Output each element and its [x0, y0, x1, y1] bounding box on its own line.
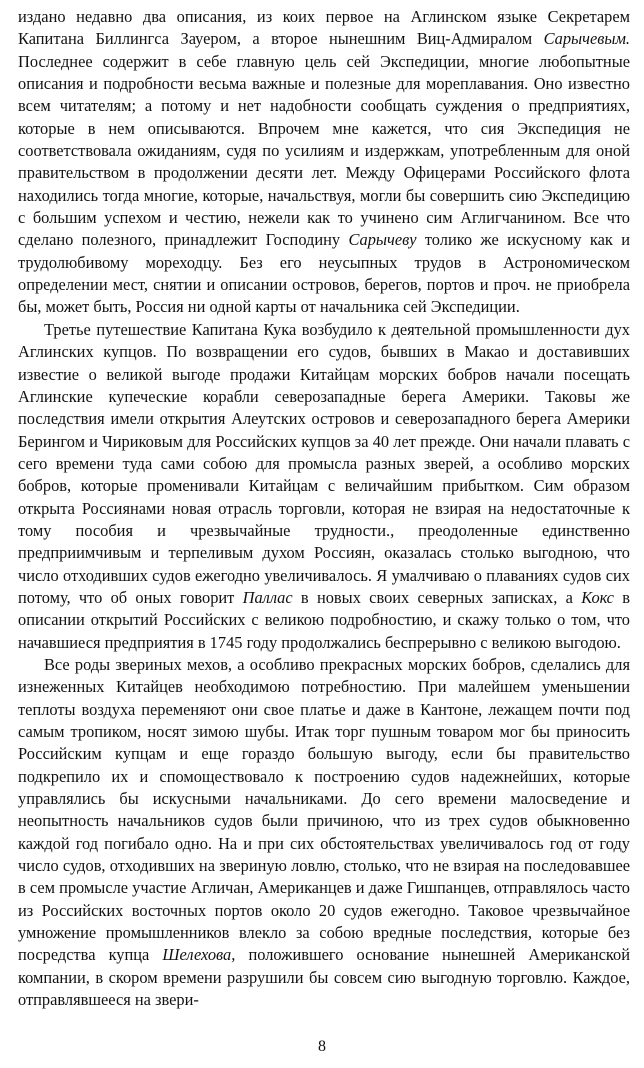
text-segment: в описании открытий Российских с великою подробностию, и скажу только о том, что начавшиеся предприятия в 1745 году продолжались беспрерывно с великою выгодою. — [18, 587, 631, 652]
italic-name: Кокс — [581, 587, 614, 607]
italic-name: Шелехова, — [162, 945, 236, 965]
italic-name: Паллас — [242, 587, 293, 607]
text-segment: положившего основание нынешней Американской компании, в скором времени разрушили бы совсем сию выгодную торговлю. Каждое, отправлявшееся на звери- — [18, 945, 631, 1010]
italic-name: Сарычевым. — [543, 29, 630, 49]
text-segment: в новых своих северных записках, а — [292, 587, 582, 607]
document-page — [18, 6, 630, 1011]
paragraph — [18, 654, 630, 1012]
text-segment: издано недавно два описания, из коих первое на Аглинском языке Секретарем Капитана Биллингса Зауером, а второе нынешним Виц-Адмиралом — [18, 7, 630, 49]
text-segment: Третье путешествие Капитана Кука возбудило к деятельной промышленности дух Аглинских купцов. По возвращении его судов, бывших в Макао и доставивших известие о великой выгоде продажи Китайцам морских бобров начали посещать Аглинские купеческие корабли северозападные берега Америки. Таковы же последствия имели открытия Алеутских островов и северозападного берега Америки Берингом и Чириковым для Российских купцов за 40 лет прежде. Они начали плавать с сего времени туда сами собою для промысла разных зверей, а особливо морских бобров, которые променивали Китайцам с величайшим прибытком. Сим образом открыта Россиянами новая отрасль торговли, которая не взирая на недостаточные к тому пособия и чрезвычайные трудности., преодоленные единственно предприимчивым и терпеливым духом Россиян, оказалась столько выгодною, что число отходивших судов ежегодно увеличивалось. Я умалчиваю о плаваниях судов сих потому, что об оных говорит — [18, 319, 630, 607]
text-segment: Последнее содержит в себе главную цель сей Экспедиции, многие любопытные описания и подробности весьма важные и полезные для мореплавания. Оно известно всем читателям; а потому и нет надобности сообщать суждения о предприятиях, которые в нем описываются. Впрочем мне кажется, что сия Экспедиция не соответствовала ожиданиям, судя по усилиям и издержкам, употребленным для оной правительством в продолжении десяти лет. Между Офицерами Российского флота находились тогда многие, которые, начальствуя, могли бы совершить сию Экспедицию с большим успехом и честию, нежели как то учинено сим Аглигчанином. Все что сделано полезного, принадлежит Господину — [18, 51, 630, 250]
text-segment: Все роды звериных мехов, а особливо прекрасных морских бобров, сделались для изнеженных Китайцев необходимою потребностию. При малейшем уменьшении теплоты воздуха переменяют они свое платье и даже в Кантоне, лежащем почти под самым тропиком, носят зимою шубы. Итак торг пушным товаром мог бы приносить Российским купцам и еще гораздо большую выгоду, если бы правительство подкрепило их и спомоществовало к построению судов надежнейших, которые управлялись бы искусными начальниками. До сего времени малосведение и неопытность начальников судов были причиною, что из трех судов обыкновенно каждой год погибало одно. На и при сих обстоятельствах увеличивалось год от году число судов, отходивших на звериную ловлю, столько, что не взирая на последовавшее в сем промысле участие Агличан, Американцев и даже Гишпанцев, отправлялось часто из Российских восточных портов около 20 судов ежегодно. Таковое чрезвычайное умножение промышленников влекло за собою вредные последствия, которые без посредства купца — [18, 654, 630, 965]
text-segment: толико же искусному как и трудолюбивому мореходцу. Без его неусыпных трудов в Астрономическом определении мест, снятии и описании островов, берегов, портов и проч. не приобрела бы, может быть, Россия ни одной карты от начальника сей Экспедиции. — [18, 230, 630, 317]
italic-name: Сарычеву — [348, 230, 417, 250]
paragraph — [18, 6, 630, 319]
page-number: 8 — [318, 1038, 326, 1055]
paragraph — [18, 319, 630, 654]
